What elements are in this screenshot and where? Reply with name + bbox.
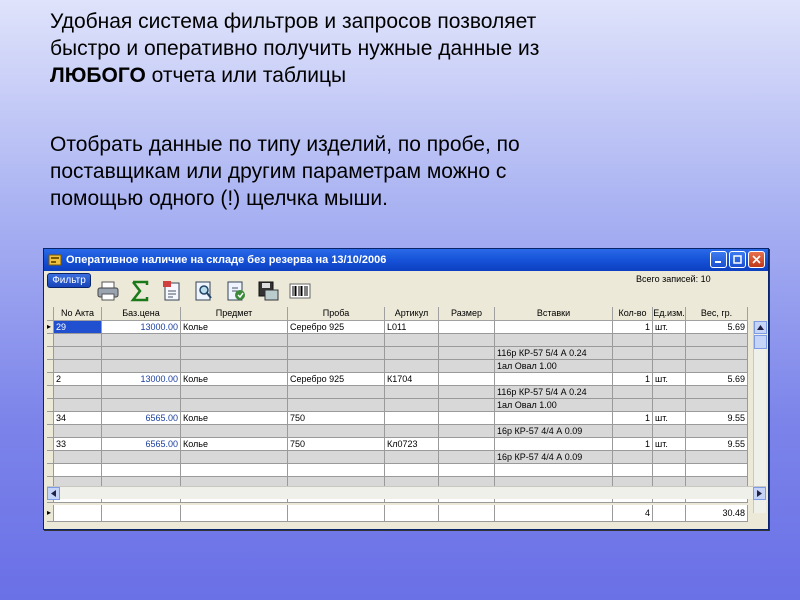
table-cell[interactable]: Колье [181,321,288,334]
table-cell[interactable] [495,464,613,477]
table-cell[interactable]: Колье [181,412,288,425]
barcode-icon[interactable] [288,279,312,303]
table-cell[interactable]: 13000.00 [102,321,181,334]
data-grid [47,307,766,518]
column-header[interactable]: Проба [288,307,385,321]
description-line: поставщикам или другим параметрам можно с [50,160,507,183]
table-cell[interactable] [439,399,495,412]
table-cell[interactable]: 5.69 [686,321,748,334]
table-cell[interactable]: 16р КР-57 4/4 А 0.09 [495,425,613,438]
table-cell[interactable] [181,360,288,373]
row-indicator[interactable] [47,412,54,425]
table-cell[interactable]: шт. [653,373,686,386]
toolbar [44,271,768,307]
table-cell[interactable] [653,334,686,347]
table-cell[interactable] [288,399,385,412]
minimize-button[interactable] [710,251,727,268]
intro-line-rest: отчета или таблицы [145,64,347,87]
table-cell[interactable] [613,399,653,412]
table-cell[interactable] [385,347,439,360]
table-cell[interactable] [495,412,613,425]
table-cell[interactable] [385,386,439,399]
table-cell[interactable] [686,399,748,412]
table-cell[interactable] [54,347,102,360]
table-cell[interactable]: 1 [613,412,653,425]
save-print-icon[interactable] [256,279,280,303]
table-cell[interactable]: 6565.00 [102,412,181,425]
table-cell[interactable] [385,334,439,347]
intro-line: Удобная система фильтров и запросов позволяет [50,10,537,33]
table-cell[interactable]: Колье [181,438,288,451]
table-cell[interactable] [686,386,748,399]
table-cell[interactable] [653,464,686,477]
table-cell[interactable] [495,438,613,451]
row-indicator[interactable] [47,347,54,360]
table-cell[interactable] [54,425,102,438]
row-indicator: ▸ [47,505,54,522]
table-cell[interactable] [54,464,102,477]
table-cell[interactable]: 29 [54,321,102,334]
close-button[interactable] [748,251,765,268]
minimize-icon [714,255,723,264]
table-cell[interactable]: 2 [54,373,102,386]
table-cell[interactable] [439,347,495,360]
table-cell[interactable] [613,464,653,477]
table-cell[interactable] [102,360,181,373]
row-indicator[interactable] [47,425,54,438]
table-cell[interactable] [102,386,181,399]
table-cell[interactable] [653,360,686,373]
table-cell[interactable] [102,425,181,438]
table-cell[interactable] [439,425,495,438]
table-cell[interactable] [288,451,385,464]
table-cell[interactable] [385,360,439,373]
table-cell[interactable]: шт. [653,412,686,425]
table-cell[interactable]: 9.55 [686,438,748,451]
table-cell[interactable] [288,464,385,477]
table-cell[interactable]: 16р КР-57 4/4 А 0.09 [495,451,613,464]
intro-line: быстро и оперативно получить нужные данные из [50,37,540,60]
table-cell[interactable] [653,347,686,360]
table-cell[interactable]: 750 [288,412,385,425]
grid-body [47,321,766,503]
total-cell [54,505,102,522]
table-cell[interactable] [613,360,653,373]
horizontal-scrollbar[interactable] [47,486,766,499]
table-cell[interactable] [288,334,385,347]
table-cell[interactable]: 9.55 [686,412,748,425]
table-cell[interactable]: 116р КР-57 5/4 А 0.24 [495,386,613,399]
table-cell[interactable] [439,360,495,373]
total-cell [102,505,181,522]
table-cell[interactable] [288,360,385,373]
column-header[interactable]: Размер [439,307,495,321]
scroll-thumb[interactable] [754,335,767,349]
table-cell[interactable]: 1 [613,321,653,334]
column-header[interactable]: Вставки [495,307,613,321]
table-cell[interactable] [385,412,439,425]
table-cell[interactable] [288,386,385,399]
table-cell[interactable] [181,334,288,347]
zoom-icon[interactable] [192,279,216,303]
table-cell[interactable]: 6565.00 [102,438,181,451]
table-cell[interactable] [54,360,102,373]
report-window [43,248,769,530]
row-indicator[interactable] [47,334,54,347]
table-cell[interactable]: шт. [653,438,686,451]
maximize-icon [733,255,742,264]
table-subrow[interactable] [47,334,766,347]
table-cell[interactable]: 1 [613,438,653,451]
table-row[interactable] [47,412,766,425]
table-cell[interactable]: Кл0723 [385,438,439,451]
table-subrow[interactable] [47,360,766,373]
table-cell[interactable] [439,334,495,347]
table-cell[interactable] [613,334,653,347]
table-cell[interactable] [686,347,748,360]
table-cell[interactable] [385,464,439,477]
window-titlebar[interactable] [44,249,768,271]
table-cell[interactable]: 13000.00 [102,373,181,386]
table-cell[interactable] [385,451,439,464]
table-cell[interactable] [439,451,495,464]
table-cell[interactable] [439,321,495,334]
table-cell[interactable]: Колье [181,373,288,386]
table-subrow[interactable] [47,425,766,438]
table-cell[interactable] [686,425,748,438]
window-title: Оперативное наличие на складе без резерва на 13/10/2006 [66,254,387,266]
table-cell[interactable] [439,412,495,425]
row-indicator[interactable] [47,464,54,477]
table-subrow[interactable] [47,347,766,360]
record-count: Всего записей: 10 [636,274,711,284]
table-cell[interactable]: шт. [653,321,686,334]
total-cell [439,505,495,522]
scroll-left-button[interactable] [47,487,60,500]
column-header[interactable]: Баз.цена [102,307,181,321]
column-header[interactable]: Кол-во [613,307,653,321]
table-cell[interactable] [385,399,439,412]
arrow-up-icon [757,325,764,330]
doc-refresh-icon[interactable] [224,279,248,303]
table-cell[interactable] [54,334,102,347]
row-indicator[interactable] [47,373,54,386]
table-subrow[interactable] [47,451,766,464]
table-cell[interactable] [181,464,288,477]
sigma-icon[interactable] [128,279,152,303]
row-indicator[interactable]: ▸ [47,321,54,334]
table-cell[interactable] [181,451,288,464]
row-indicator[interactable] [47,438,54,451]
table-row[interactable] [47,464,766,477]
table-cell[interactable] [613,386,653,399]
table-cell[interactable] [102,451,181,464]
table-cell[interactable] [613,347,653,360]
table-cell[interactable] [102,399,181,412]
total-cell: 30.48 [686,505,748,522]
table-cell[interactable]: К1704 [385,373,439,386]
table-cell[interactable] [54,399,102,412]
table-cell[interactable]: L011 [385,321,439,334]
table-row[interactable] [47,321,766,334]
column-header[interactable]: Предмет [181,307,288,321]
vertical-scrollbar[interactable] [753,321,766,513]
table-cell[interactable] [653,399,686,412]
row-indicator[interactable] [47,386,54,399]
table-cell[interactable] [439,386,495,399]
table-cell[interactable] [54,451,102,464]
filter-button[interactable]: Фильтр [47,273,91,288]
table-cell[interactable] [686,464,748,477]
column-header[interactable]: Артикул [385,307,439,321]
table-cell[interactable] [288,425,385,438]
table-cell[interactable] [181,399,288,412]
header-indicator [47,307,54,321]
table-cell[interactable] [653,425,686,438]
table-cell[interactable]: 1ал Овал 1.00 [495,360,613,373]
emphasis-word: ЛЮБОГО [50,64,146,87]
table-cell[interactable] [102,464,181,477]
table-cell[interactable]: Серебро 925 [288,321,385,334]
totals-row [47,505,766,522]
total-cell [288,505,385,522]
table-cell[interactable] [439,438,495,451]
scroll-right-button[interactable] [753,487,766,500]
table-cell[interactable] [102,334,181,347]
table-cell[interactable] [613,451,653,464]
app-icon [48,253,62,267]
table-cell[interactable] [653,386,686,399]
table-cell[interactable]: 34 [54,412,102,425]
table-cell[interactable] [439,373,495,386]
table-cell[interactable] [54,386,102,399]
table-subrow[interactable] [47,399,766,412]
total-cell [495,505,613,522]
table-cell[interactable]: 1 [613,373,653,386]
table-cell[interactable] [686,360,748,373]
table-cell[interactable]: 33 [54,438,102,451]
table-cell[interactable]: 116р КР-57 5/4 А 0.24 [495,347,613,360]
total-cell [181,505,288,522]
maximize-button[interactable] [729,251,746,268]
row-indicator[interactable] [47,360,54,373]
table-cell[interactable] [686,334,748,347]
column-header[interactable]: Ед.изм. [653,307,686,321]
arrow-left-icon [51,490,56,497]
table-cell[interactable]: Серебро 925 [288,373,385,386]
table-cell[interactable] [686,451,748,464]
doc-export-icon[interactable] [160,279,184,303]
table-cell[interactable] [495,334,613,347]
table-cell[interactable] [385,425,439,438]
intro-paragraph [50,8,750,89]
arrow-right-icon [757,490,762,497]
table-cell[interactable] [495,321,613,334]
intro-line [50,62,750,89]
table-cell[interactable] [613,425,653,438]
table-cell[interactable] [181,386,288,399]
close-icon [752,255,761,264]
description-line: помощью одного (!) щелчка мыши. [50,187,388,210]
table-cell[interactable]: 1ал Овал 1.00 [495,399,613,412]
description-line: Отобрать данные по типу изделий, по пробе, по [50,133,520,156]
table-cell[interactable] [288,347,385,360]
table-cell[interactable] [102,347,181,360]
grid-header [47,307,766,321]
column-header[interactable]: No Акта [54,307,102,321]
table-cell[interactable]: 5.69 [686,373,748,386]
table-cell[interactable]: 750 [288,438,385,451]
row-indicator[interactable] [47,399,54,412]
table-row[interactable] [47,438,766,451]
printer-icon[interactable] [96,279,120,303]
table-cell[interactable] [495,373,613,386]
total-cell [385,505,439,522]
column-header[interactable]: Вес, гр. [686,307,748,321]
scroll-up-button[interactable] [754,321,767,334]
total-cell: 4 [613,505,653,522]
table-cell[interactable] [181,425,288,438]
table-cell[interactable] [181,347,288,360]
table-cell[interactable] [439,464,495,477]
row-indicator[interactable] [47,451,54,464]
total-cell [653,505,686,522]
table-row[interactable] [47,373,766,386]
table-cell[interactable] [653,451,686,464]
description-paragraph [50,131,750,212]
table-subrow[interactable] [47,386,766,399]
